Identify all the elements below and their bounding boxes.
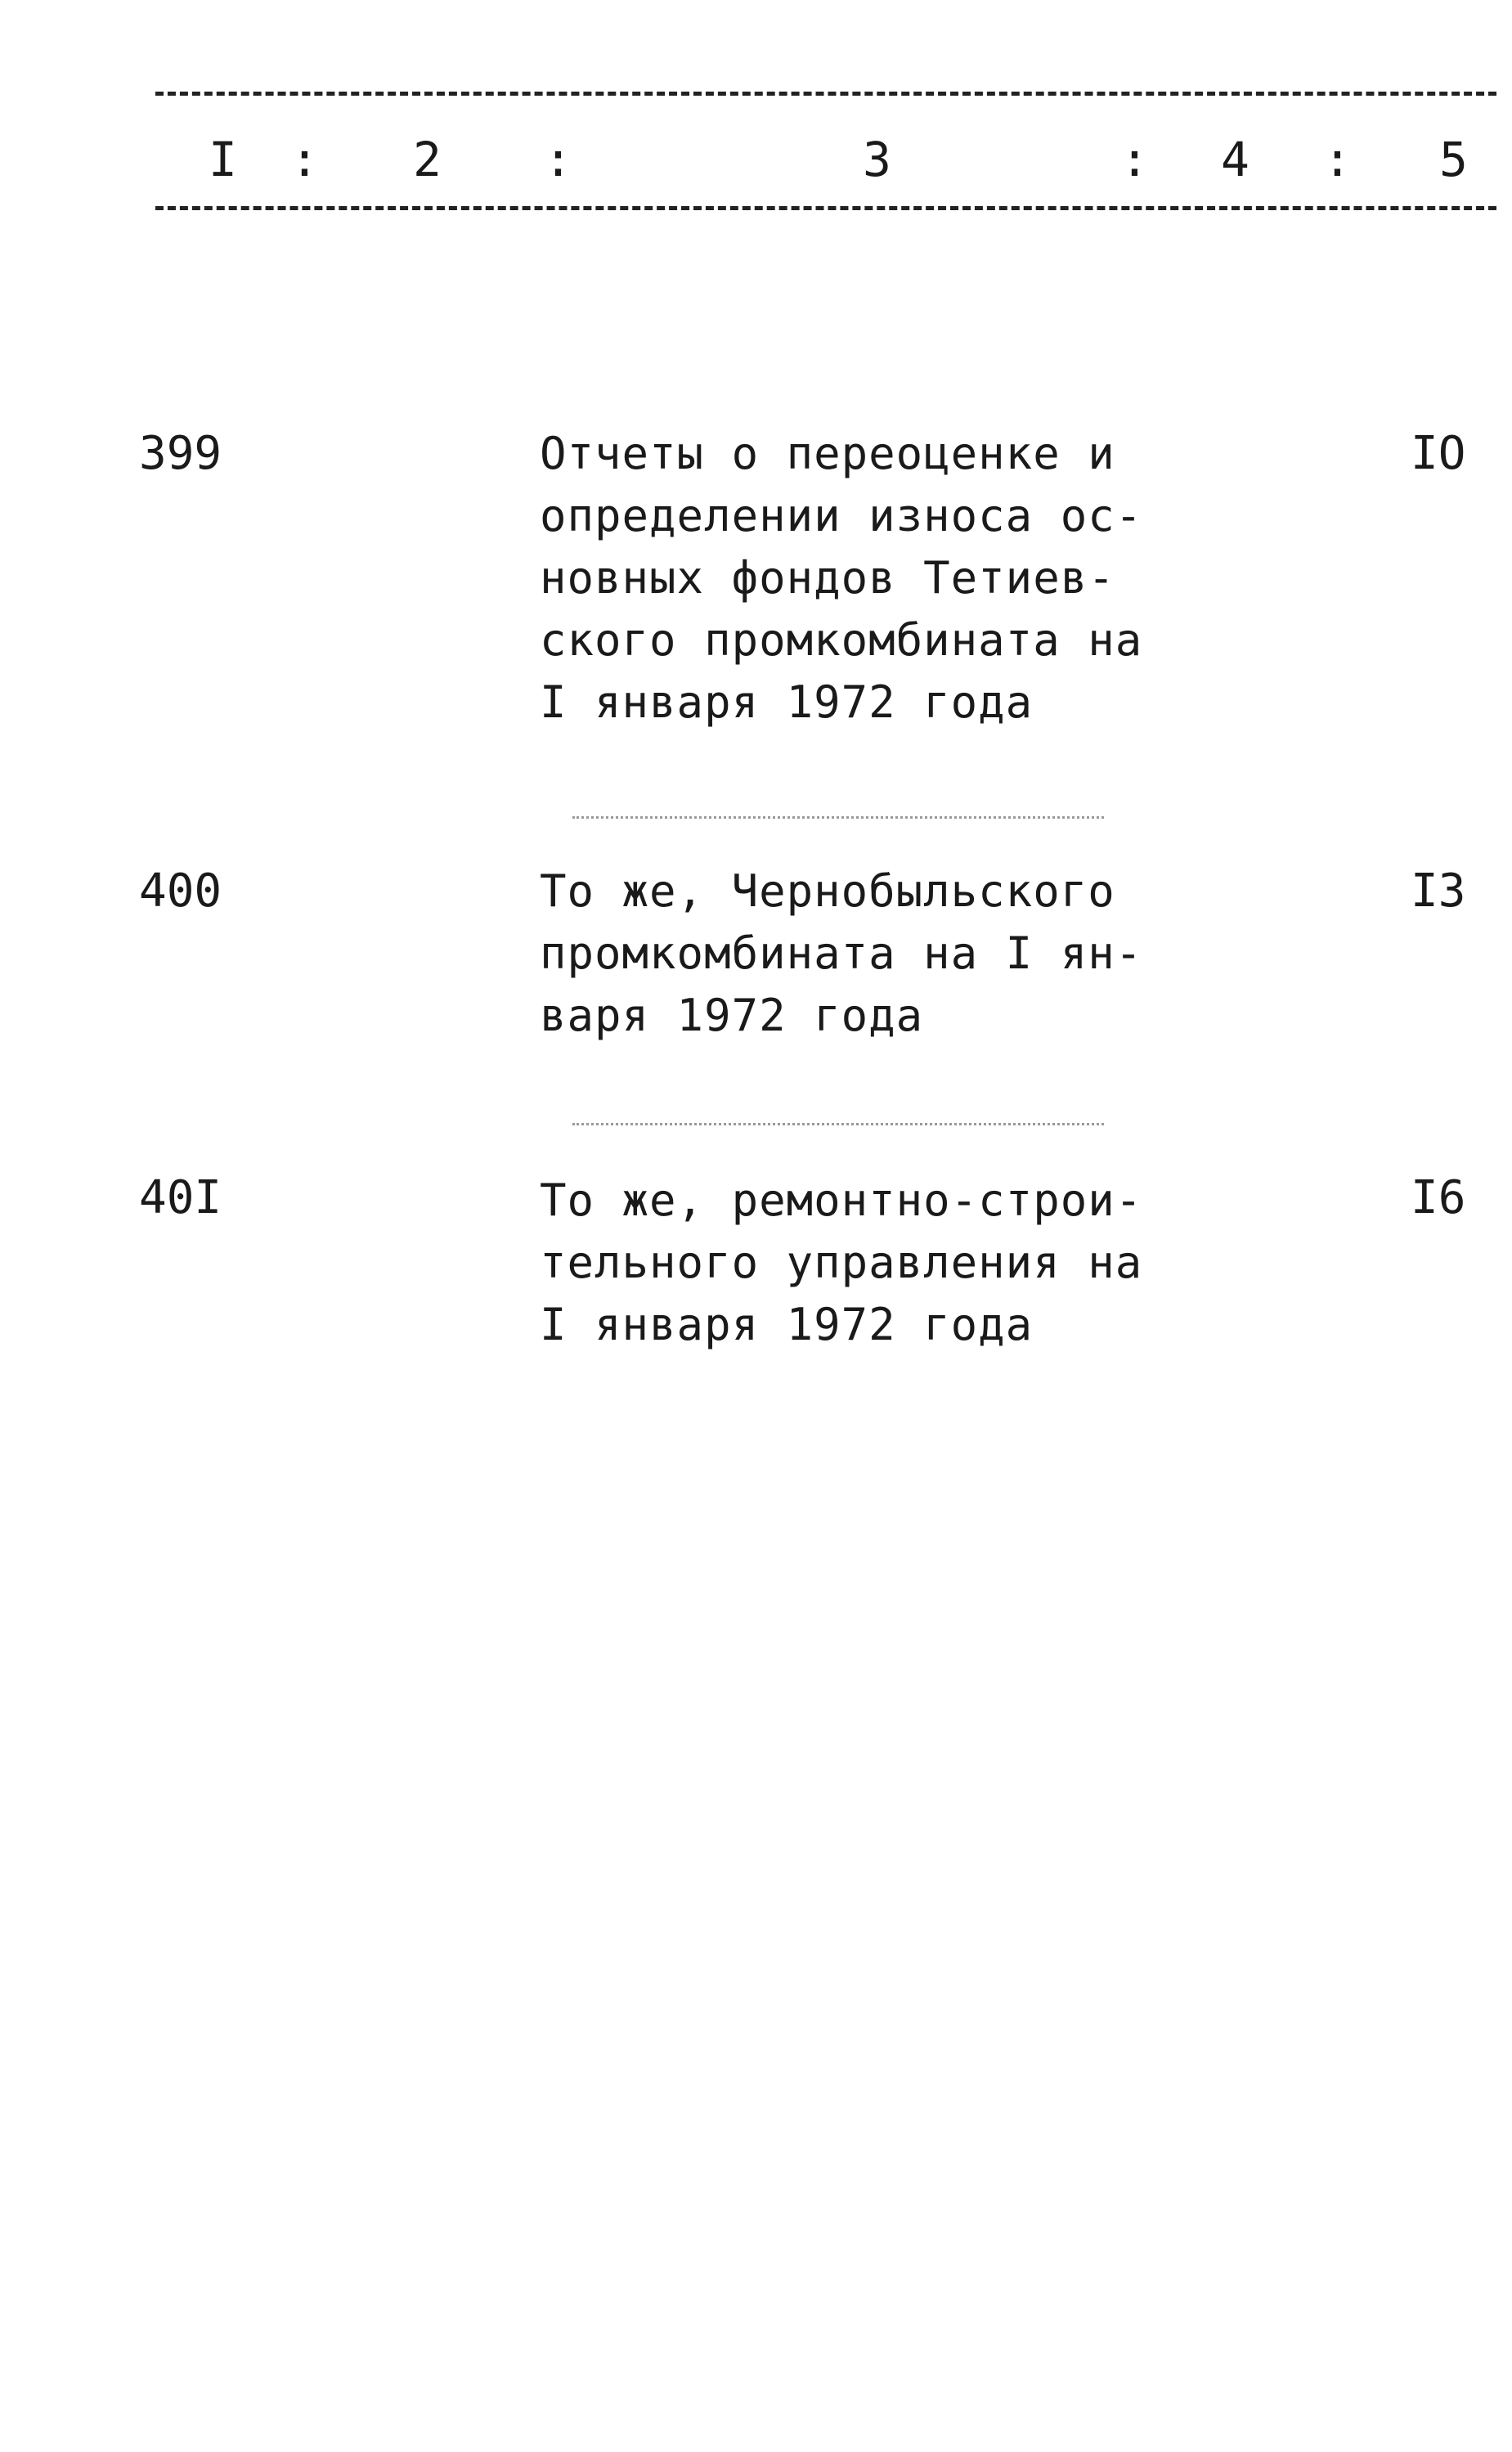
entry-title: То же, Чернобыльского промкомбината на I ян- варя 1972 года [540,865,1143,1041]
header-bottom-rule [155,206,1496,210]
header-top-rule [155,92,1496,96]
column-header-4: 4 [1221,132,1251,187]
column-header-3: 3 [863,132,893,187]
column-header-2: 2 [413,132,443,187]
entry-number: 400 [139,864,222,918]
column-separator: : [544,132,574,187]
column-separator: : [290,132,321,187]
column-separator: : [1323,132,1353,187]
entry-title: То же, ремонтно-строи- тельного управления на I января 1972 года [540,1174,1143,1350]
column-separator: : [1120,132,1151,187]
column-header-5: 5 [1439,132,1469,187]
entry-title: Отчеты о переоценке и определении износа ос- новных фондов Тетиев- ского промкомбината на I января 1972 года [540,428,1143,728]
column-header-1: I [209,132,239,187]
entry-sheet-count: I6 [1411,1171,1466,1224]
entry-sheet-count: IO [1411,427,1466,480]
entry-sheet-count: I3 [1411,864,1466,918]
entry-divider [572,816,1104,819]
entry-number: 399 [139,427,222,480]
entry-number: 40I [139,1171,222,1224]
entry-divider [572,1123,1104,1125]
